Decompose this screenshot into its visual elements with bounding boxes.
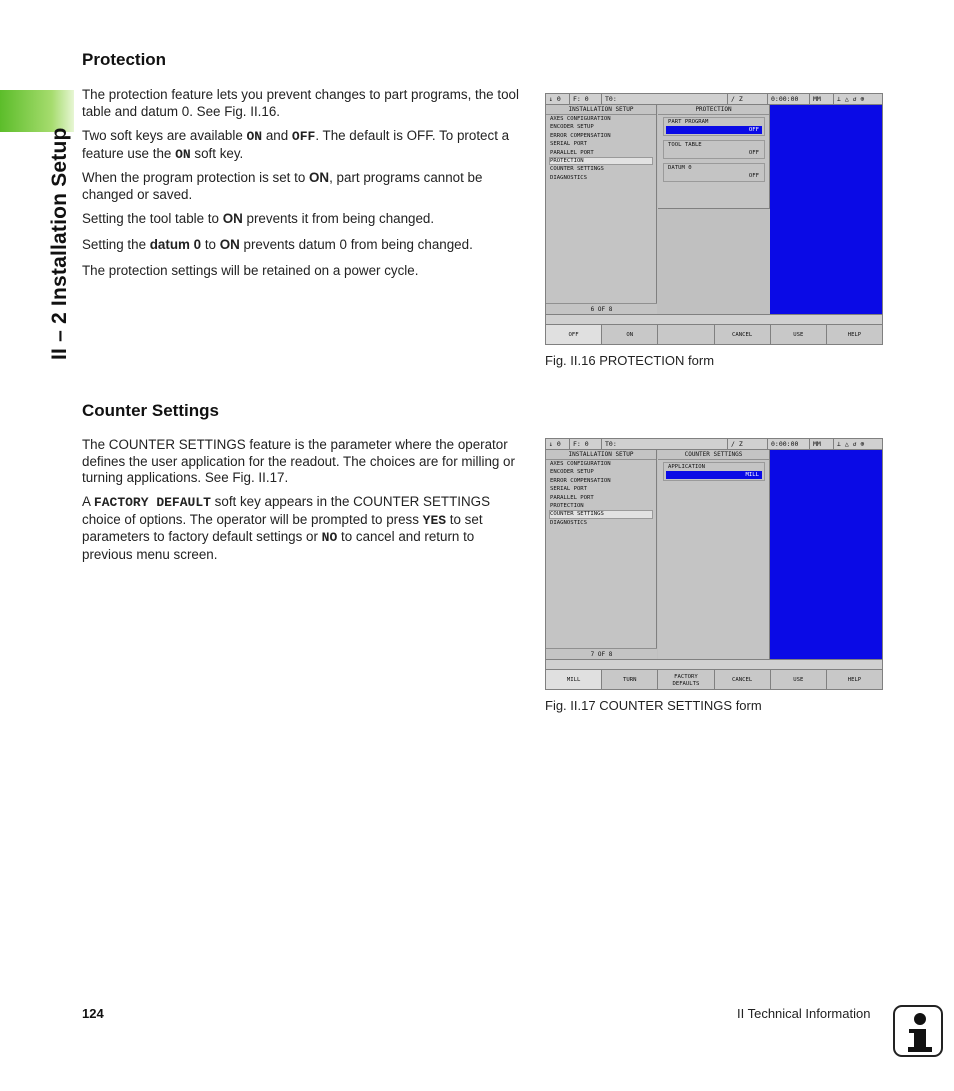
off-softkey-ref: OFF — [291, 129, 316, 144]
datum-0-field[interactable]: DATUM 0 OFF — [663, 163, 765, 182]
status-timer: 0:00:00 — [768, 439, 810, 449]
protection-paragraph-5: Setting the datum 0 to ON prevents datum 0 from being changed. — [82, 237, 473, 252]
off-softkey[interactable]: OFF — [546, 325, 602, 345]
status-datum: ↓ 0 — [546, 94, 570, 104]
softkey-bar — [546, 324, 882, 345]
help-softkey[interactable]: HELP — [847, 677, 862, 683]
mill-softkey[interactable]: MILL — [546, 670, 602, 690]
protection-paragraph-1: The protection feature lets you prevent changes to part programs, the tool table and datum 0. See Fig. II.16. — [82, 87, 519, 119]
installation-setup-title: INSTALLATION SETUP — [546, 105, 656, 115]
installation-setup-title: INSTALLATION SETUP — [546, 450, 656, 460]
menu-item-parallel-port[interactable]: PARALLEL PORT — [550, 494, 594, 501]
status-feed: F: 0 — [570, 94, 602, 104]
installation-setup-menu — [546, 105, 657, 303]
status-timer: 0:00:00 — [768, 94, 810, 104]
protection-paragraph-6: The protection settings will be retained on a power cycle. — [82, 263, 419, 278]
menu-item-axes-configuration[interactable]: AXES CONFIGURATION — [550, 461, 611, 467]
menu-item-error-compensation[interactable]: ERROR COMPENSATION — [550, 477, 611, 484]
protection-form-title: PROTECTION — [658, 105, 769, 115]
menu-item-counter-settings[interactable]: COUNTER SETTINGS — [549, 510, 653, 518]
status-feed: F: 0 — [570, 439, 602, 449]
factory-default-softkey-ref: FACTORY DEFAULT — [93, 495, 211, 510]
status-bar — [546, 94, 882, 105]
page-number: 124 — [82, 1006, 104, 1021]
softkey-bar — [546, 669, 882, 690]
on-softkey-ref: ON — [246, 129, 263, 144]
counter-settings-form-panel — [658, 450, 770, 659]
protection-form-screenshot — [545, 93, 883, 345]
installation-setup-menu — [546, 450, 657, 648]
datum-0-value[interactable]: OFF — [748, 173, 759, 179]
help-softkey[interactable]: HELP — [847, 332, 862, 338]
status-units: MM — [810, 94, 834, 104]
figure-caption-16: Fig. II.16 PROTECTION form — [545, 353, 715, 368]
tool-table-value[interactable]: OFF — [748, 150, 759, 156]
turn-softkey[interactable]: TURN — [602, 670, 658, 690]
status-icons: ⊥ △ ↺ ⊕ — [837, 440, 865, 448]
chapter-footer: II Technical Information — [737, 1006, 871, 1021]
application-field[interactable]: APPLICATION MILL — [663, 462, 765, 481]
protection-paragraph-2: Two soft keys are available ON and OFF. The default is OFF. To protect a feature use the ON soft key. — [82, 128, 510, 162]
counter-settings-form-title: COUNTER SETTINGS — [658, 450, 769, 460]
menu-item-counter-settings[interactable]: COUNTER SETTINGS — [550, 166, 604, 173]
cancel-softkey[interactable]: CANCEL — [715, 325, 771, 345]
counter-paragraph-1: The COUNTER SETTINGS feature is the parameter where the operator defines the user application for the readout. The choices are for milling or turning applications. See Fig. II.17. — [82, 437, 515, 485]
tool-table-field[interactable]: TOOL TABLE OFF — [663, 140, 765, 159]
menu-item-serial-port[interactable]: SERIAL PORT — [550, 141, 588, 148]
display-area — [770, 450, 883, 659]
use-softkey[interactable]: USE — [771, 670, 827, 690]
part-program-field[interactable]: PART PROGRAM OFF — [663, 117, 765, 136]
menu-item-serial-port[interactable]: SERIAL PORT — [550, 486, 588, 493]
status-tool: T0: — [602, 439, 728, 449]
application-value[interactable]: MILL — [666, 471, 762, 479]
use-softkey[interactable]: USE — [771, 325, 827, 345]
menu-item-axes-configuration[interactable]: AXES CONFIGURATION — [550, 116, 611, 122]
factory-defaults-softkey[interactable]: FACTORY DEFAULTS — [658, 670, 714, 690]
blank-softkey[interactable] — [658, 325, 714, 345]
figure-caption-17: Fig. II.17 COUNTER SETTINGS form — [545, 698, 762, 713]
menu-item-error-compensation[interactable]: ERROR COMPENSATION — [550, 132, 611, 139]
page-count: 7 OF 8 — [546, 648, 657, 659]
counter-paragraph-2: A FACTORY DEFAULT soft key appears in the COUNTER SETTINGS choice of options. The operator will be prompted to press YES to set parameters to factory default settings or NO to cancel and return to previous menu screen. — [82, 494, 491, 562]
prompt-strip — [546, 659, 882, 669]
menu-item-encoder-setup[interactable]: ENCODER SETUP — [550, 124, 594, 131]
counter-settings-heading: Counter Settings — [82, 401, 219, 420]
status-tool: T0: — [602, 94, 728, 104]
on-softkey[interactable]: ON — [602, 325, 658, 345]
on-softkey-ref: ON — [175, 146, 191, 162]
status-icons: ⊥ △ ↺ ⊕ — [837, 95, 865, 103]
protection-paragraph-3: When the program protection is set to ON, part programs cannot be changed or saved. — [82, 170, 483, 202]
status-bar — [546, 439, 882, 450]
status-axis: / Z — [728, 94, 768, 104]
display-area — [770, 105, 883, 314]
cancel-softkey[interactable]: CANCEL — [715, 670, 771, 690]
menu-item-parallel-port[interactable]: PARALLEL PORT — [550, 149, 594, 156]
yes-softkey-ref: YES — [422, 512, 447, 528]
no-softkey-ref: NO — [321, 530, 338, 545]
menu-item-encoder-setup[interactable]: ENCODER SETUP — [550, 469, 594, 476]
menu-item-protection[interactable]: PROTECTION — [549, 157, 653, 165]
prompt-strip — [546, 314, 882, 324]
chapter-side-title-text: II – 2 Installation Setup — [48, 127, 71, 360]
protection-paragraph-4: Setting the tool table to ON prevents it from being changed. — [82, 211, 435, 226]
status-datum: ↓ 0 — [546, 439, 570, 449]
status-axis: / Z — [728, 439, 768, 449]
status-units: MM — [810, 439, 834, 449]
chapter-side-title — [46, 50, 72, 360]
part-program-value[interactable]: OFF — [666, 126, 762, 134]
page-count: 6 OF 8 — [546, 303, 657, 314]
menu-item-protection[interactable]: PROTECTION — [550, 502, 584, 509]
info-icon — [893, 1005, 943, 1057]
protection-form-panel — [658, 105, 770, 209]
protection-heading: Protection — [82, 50, 167, 69]
menu-item-diagnostics[interactable]: DIAGNOSTICS — [550, 519, 588, 526]
counter-settings-form-screenshot — [545, 438, 883, 690]
menu-item-diagnostics[interactable]: DIAGNOSTICS — [550, 174, 588, 181]
